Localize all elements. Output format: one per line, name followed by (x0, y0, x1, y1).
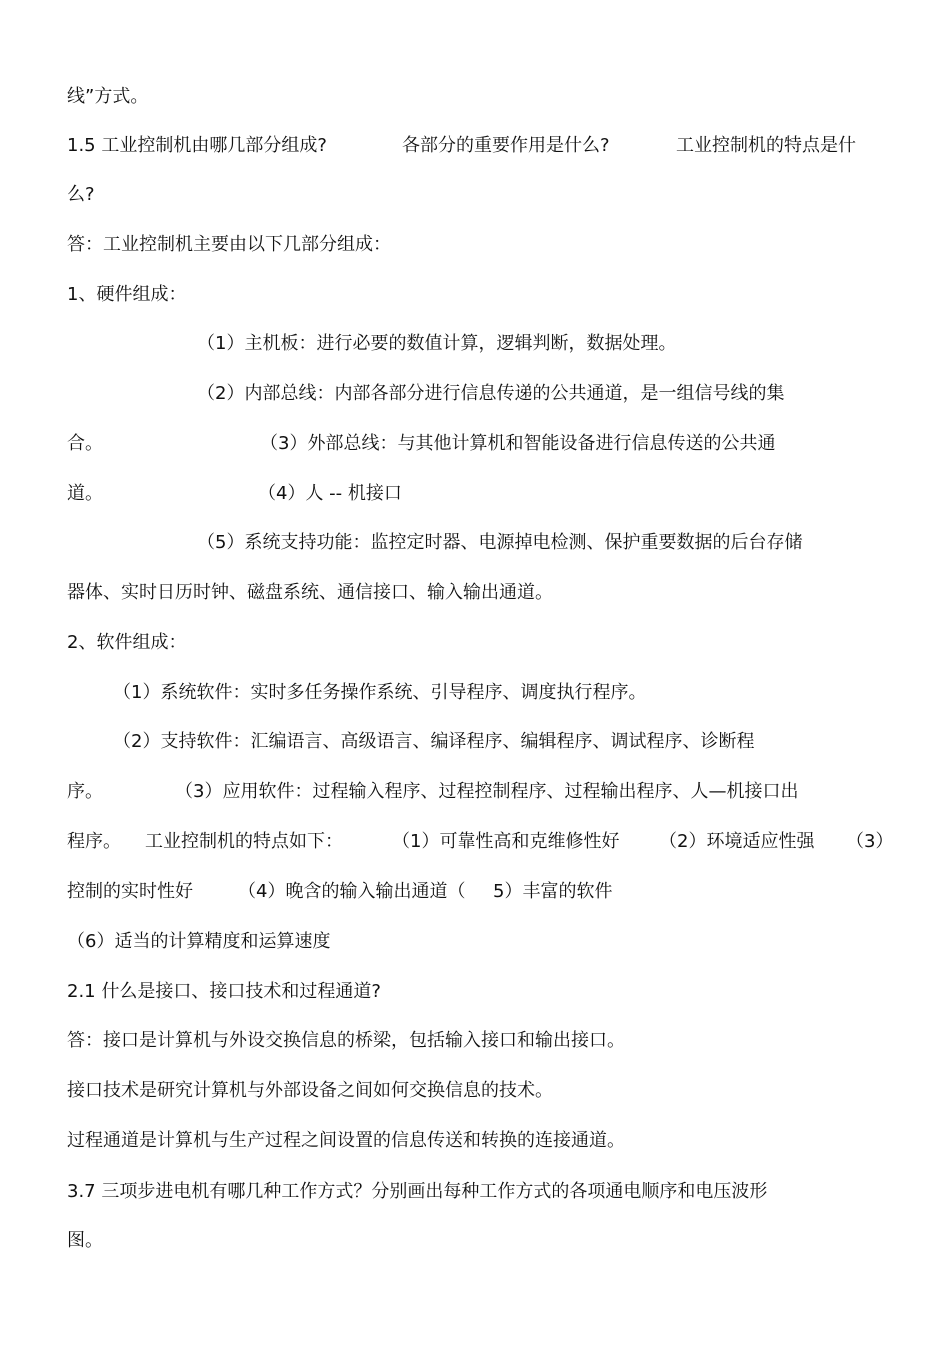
list-item: （2）内部总线：内部各部分进行信息传递的公共通道，是一组信号线的集 (197, 383, 785, 404)
text-line: 图。 (67, 1230, 103, 1251)
text-line: 控制的实时性好 (67, 881, 193, 902)
text-line: 线”方式。 (67, 86, 149, 107)
text-line: 么? (67, 184, 95, 205)
question-heading: 2.1 什么是接口、接口技术和过程通道? (67, 981, 381, 1002)
list-item: （5）系统支持功能：监控定时器、电源掉电检测、保护重要数据的后台存储 (197, 532, 803, 553)
list-item: （4）人 -- 机接口 (258, 483, 402, 504)
section-heading: 1、硬件组成： (67, 284, 187, 305)
list-item: 5）丰富的软件 (493, 881, 613, 902)
list-item: （4）晚含的输入输出通道（ (238, 881, 466, 902)
list-item: （2）支持软件：汇编语言、高级语言、编译程序、编辑程序、调试程序、诊断程 (113, 731, 755, 752)
question-heading: 3.7 三项步进电机有哪几种工作方式？分别画出每种工作方式的各项通电顺序和电压波形 (67, 1181, 768, 1202)
list-item: （3） (846, 831, 894, 852)
list-item: （1）系统软件：实时多任务操作系统、引导程序、调度执行程序。 (113, 682, 647, 703)
question-heading-part: 各部分的重要作用是什么? (402, 135, 610, 156)
text-line: 过程通道是计算机与生产过程之间设置的信息传送和转换的连接通道。 (67, 1130, 625, 1151)
question-heading-part: 工业控制机的特点是什 (676, 135, 856, 156)
section-heading: 2、软件组成： (67, 632, 187, 653)
text-line: 工业控制机的特点如下： (145, 831, 343, 852)
list-item: （3）应用软件：过程输入程序、过程控制程序、过程输出程序、人—机接口出 (175, 781, 799, 802)
text-line: 合。 (67, 433, 103, 454)
answer-line: 答：工业控制机主要由以下几部分组成： (67, 234, 391, 255)
text-line: 序。 (67, 781, 103, 802)
answer-line: 答：接口是计算机与外设交换信息的桥梁，包括输入接口和输出接口。 (67, 1030, 625, 1051)
text-line: 程序。 (67, 831, 121, 852)
list-item: （1）主机板：进行必要的数值计算，逻辑判断，数据处理。 (197, 333, 677, 354)
list-item: （2）环境适应性强 (659, 831, 815, 852)
question-heading: 1.5 工业控制机由哪几部分组成? (67, 135, 327, 156)
text-line: 道。 (67, 483, 103, 504)
list-item: （3）外部总线：与其他计算机和智能设备进行信息传送的公共通 (260, 433, 776, 454)
text-line: 接口技术是研究计算机与外部设备之间如何交换信息的技术。 (67, 1080, 553, 1101)
list-item: （6）适当的计算精度和运算速度 (67, 931, 331, 952)
list-item: （1）可靠性高和克维修性好 (392, 831, 620, 852)
text-line: 器体、实时日历时钟、磁盘系统、通信接口、输入输出通道。 (67, 582, 553, 603)
